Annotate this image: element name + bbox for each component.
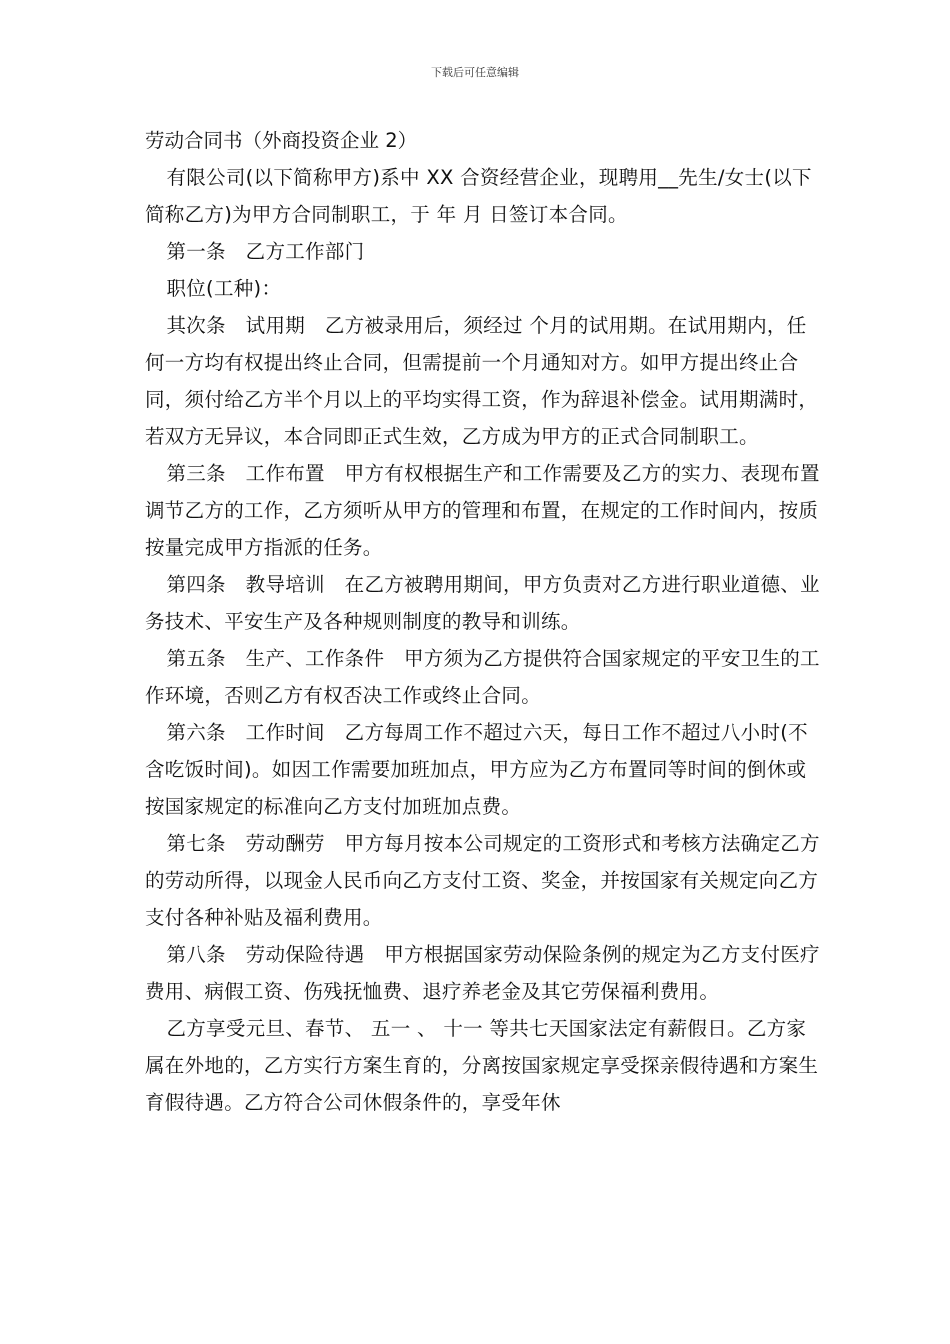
paragraph-article-5: 第五条 生产、工作条件 甲方须为乙方提供符合国家规定的平安卫生的工作环境，否则乙方有权否决工作或终止合同。 [145, 647, 820, 707]
paragraph-intro: 有限公司(以下简称甲方)系中 XX 合资经营企业，现聘用__先生/女士(以下简称乙方)为甲方合同制职工，于 年 月 日签订本合同。 [145, 166, 812, 226]
paragraph-article-3: 第三条 工作布置 甲方有权根据生产和工作需要及乙方的实力、表现布置调节乙方的工作，乙方须听从甲方的管理和布置，在规定的工作时间内，按质按量完成甲方指派的任务。 [145, 462, 820, 559]
document-body [145, 122, 825, 1121]
paragraph-position: 职位(工种)： [166, 277, 282, 300]
paragraph-article-7: 第七条 劳动酬劳 甲方每月按本公司规定的工资形式和考核方法确定乙方的劳动所得，以现金人民币向乙方支付工资、奖金，并按国家有关规定向乙方支付各种补贴及福利费用。 [145, 832, 820, 929]
paragraph-article-2: 其次条 试用期 乙方被录用后，须经过 个月的试用期。在试用期内，任何一方均有权提出终止合同，但需提前一个月通知对方。如甲方提出终止合同，须付给乙方半个月以上的平均实得工资，作为辞退补偿金。试用期满时，若双方无异议，本合同即正式生效，乙方成为甲方的正式合同制职工。 [145, 314, 819, 448]
paragraph-article-1: 第一条 乙方工作部门 [166, 240, 365, 263]
paragraph-holidays: 乙方享受元旦、春节、 五一 、 十一 等共七天国家法定有薪假日。乙方家属在外地的，乙方实行方案生育的，分离按国家规定享受探亲假待遇和方案生育假待遇。乙方符合公司休假条件的，享受年休 [145, 1017, 819, 1114]
paragraph-article-4: 第四条 教导培训 在乙方被聘用期间，甲方负责对乙方进行职业道德、业务技术、平安生产及各种规则制度的教导和训练。 [145, 573, 820, 633]
paragraph-article-6: 第六条 工作时间 乙方每周工作不超过六天，每日工作不超过八小时(不含吃饭时间)。如因工作需要加班加点，甲方应为乙方布置同等时间的倒休或按国家规定的标准向乙方支付加班加点费。 [145, 721, 808, 818]
page-header-note: 下载后可任意编辑 [431, 66, 519, 79]
document-title: 劳动合同书（外商投资企业 2） [145, 129, 418, 152]
paragraph-article-8: 第八条 劳动保险待遇 甲方根据国家劳动保险条例的规定为乙方支付医疗费用、病假工资、伤残抚恤费、退疗养老金及其它劳保福利费用。 [145, 943, 820, 1003]
